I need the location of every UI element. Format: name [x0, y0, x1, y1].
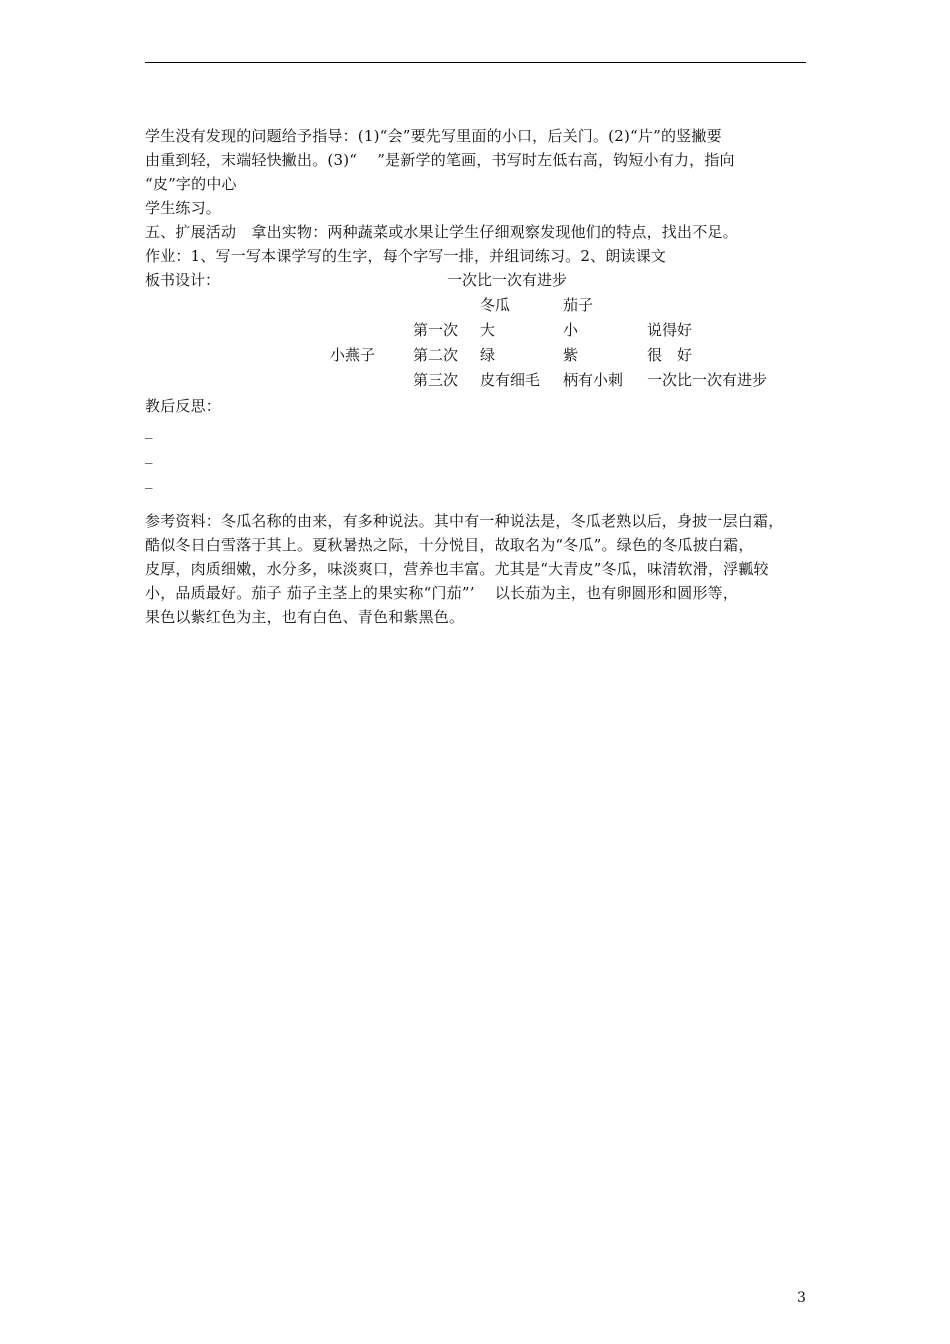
homework-line: 作业：1、写一写本课学写的生字，每个字写一排，并组词练习。2、朗读课文 [145, 247, 667, 265]
board-row-2-a: 绿 [480, 346, 496, 364]
reference-line-2: 酷似冬日白雪落于其上。夏秋暑热之际，十分悦目，故取名为“冬瓜”。绿色的冬瓜披白霜， [145, 536, 754, 554]
board-row-3-c: 一次比一次有进步 [647, 371, 768, 389]
board-design-row-3 [145, 368, 810, 394]
board-row-1-c: 说得好 [647, 321, 693, 339]
board-row-3-label: 第三次 [413, 371, 459, 389]
reference-line-5: 果色以紫红色为主，也有白色、青色和紫黑色。 [145, 608, 465, 626]
reflection-blank-2: _ [145, 446, 153, 464]
guidance-line-1: 学生没有发现的问题给予指导：(1)“会”要先写里面的小口，后关门。(2)“片”的竖撇要 [145, 127, 722, 145]
guidance-line-3: “皮”字的中心 [145, 175, 237, 193]
board-subject: 小燕子 [330, 346, 376, 364]
reference-line-1: 参考资料：冬瓜名称的由来，有多种说法。其中有一种说法是，冬瓜老熟以后，身披一层白霜， [145, 512, 784, 530]
reference-line-3: 皮厚，肉质细嫩，水分多，味淡爽口，营养也丰富。尤其是“大青皮”冬瓜，味清软滑，浮瓤较 [145, 560, 769, 578]
board-row-2-b: 紫 [563, 346, 579, 364]
board-row-2-label: 第二次 [413, 346, 459, 364]
board-row-3-b: 柄有小刺 [563, 371, 624, 389]
reflection-label: 教后反思： [145, 397, 222, 415]
page-content [145, 124, 810, 629]
board-row-1-a: 大 [480, 321, 496, 339]
board-row-3-a: 皮有细毛 [480, 371, 541, 389]
board-label: 板书设计： [145, 271, 221, 289]
practice-line: 学生练习。 [145, 199, 222, 217]
page-number: 3 [797, 1290, 806, 1306]
board-title: 一次比一次有进步 [447, 271, 568, 289]
header-rule [145, 62, 806, 63]
board-header-wintermelon: 冬瓜 [480, 296, 511, 314]
reference-line-4: 小，品质最好。茄子 茄子主茎上的果实称“门茄”’ 以长茄为主，也有卵圆形和圆形等， [145, 584, 739, 602]
reflection-blank-3: _ [145, 471, 153, 489]
board-row-1-label: 第一次 [413, 321, 459, 339]
board-row-1-b: 小 [563, 321, 579, 339]
board-header-eggplant: 茄子 [563, 296, 594, 314]
board-design [145, 268, 810, 368]
guidance-line-2: 由重到轻，末端轻快撇出。(3)“ ”是新学的笔画，书写时左低右高，钩短小有力，指向 [145, 151, 735, 169]
board-row-2-c: 很 好 [647, 346, 693, 364]
extension-activity: 五、扩展活动 拿出实物：两种蔬菜或水果让学生仔细观察发现他们的特点，找出不足。 [145, 223, 738, 241]
reflection-blank-1: _ [145, 421, 153, 439]
